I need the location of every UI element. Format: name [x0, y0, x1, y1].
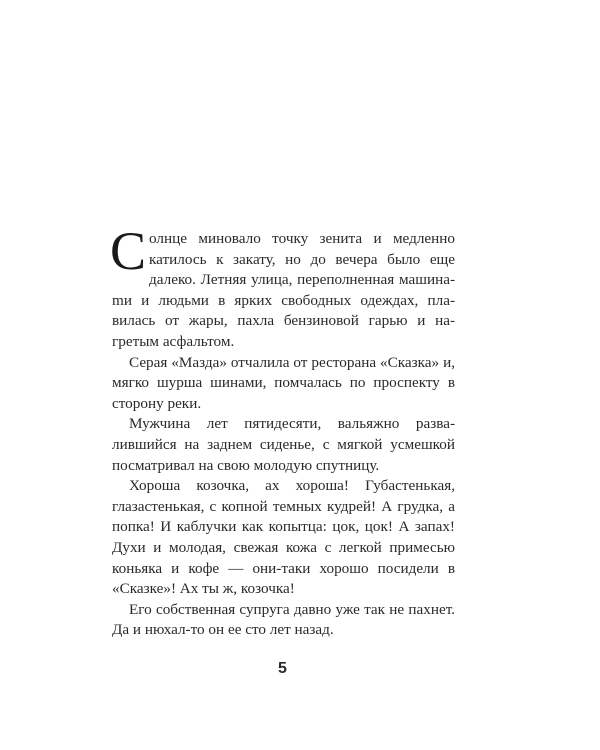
paragraph-1-text: олнце миновало точку зенита и медленно катилось к закату, но до вечера было еще далеко. Летняя улица, переполненная машинаmи и людьми в ярких свободных одеждах, плавилась от жары, пахла бензиновой гарью и нагретым асфальтом.: [112, 230, 455, 350]
paragraph-2: Серая «Мазда» отчалила от ресторана «Сказка» и, мягко шурша шинами, помчалась по проспекту в сторону реки.: [112, 353, 455, 412]
page-body: [110, 221, 455, 641]
paragraph-5: Его собственная супруга давно уже так не пахнет. Да и нюхал-то он ее сто лет назад.: [112, 600, 455, 639]
paragraph-4: Хороша козочка, ах хороша! Губастенькая, глазастенькая, с копной темных кудрей! А грудка, а попка! И каблучки как копытца: цок, цок! А запах! Духи и молодая, свежая кожа с легкой примесью коньяка и кофе — они-таки хорошо посидели в «Сказке»! Ах ты ж, козочка!: [112, 477, 455, 598]
page-number: 5: [278, 660, 287, 677]
paragraph-3: Мужчина лет пятидесяти, вальяжно развалившийся на заднем сиденье, с мягкой усмешкой посматривал на свою молодую спутницу.: [112, 415, 455, 474]
drop-cap: С: [110, 221, 147, 281]
paragraph-1: [110, 221, 455, 353]
